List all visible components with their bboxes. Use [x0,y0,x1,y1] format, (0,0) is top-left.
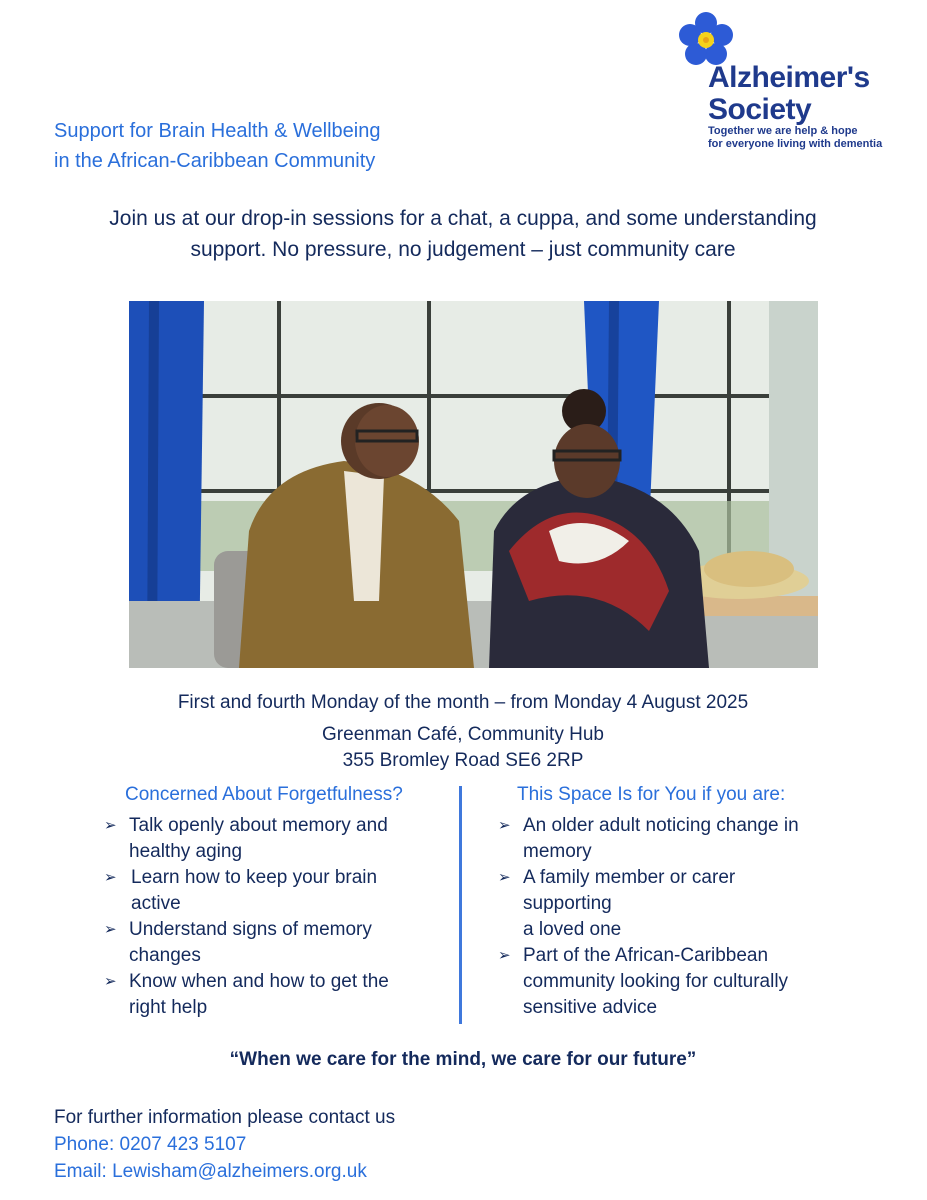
contact-phone[interactable]: Phone: 0207 423 5107 [54,1134,247,1155]
contact-heading: For further information please contact us [54,1107,396,1128]
intro-text: Join us at our drop-in sessions for a chat, a cuppa, and some understanding support. No pressure, no judgement – just community care [109,207,817,261]
page-headline: Support for Brain Health & Wellbeing in the African-Caribbean Community [54,120,381,172]
arrow-bullet-icon: ➢ [498,817,511,834]
schedule-block [40,688,886,776]
left-column-list [104,813,434,1021]
column-divider [459,786,462,1024]
community-photo [129,301,818,668]
left-column-title: Concerned About Forgetfulness? [125,784,403,805]
arrow-bullet-icon: ➢ [104,973,117,990]
list-item: ➢ An older adult noticing change in memory [498,815,799,862]
closing-quote: “When we care for the mind, we care for our future” [229,1049,697,1070]
arrow-bullet-icon: ➢ [498,869,511,886]
list-item: ➢ Talk openly about memory and healthy aging [104,815,388,862]
list-item: ➢ Learn how to keep your brain active [104,867,378,914]
arrow-bullet-icon: ➢ [104,921,117,938]
contact-email[interactable]: Email: Lewisham@alzheimers.org.uk [54,1161,367,1182]
right-column-title: This Space Is for You if you are: [517,784,786,805]
right-column-list [498,813,848,1021]
venue-address: 355 Bromley Road SE6 2RP [342,750,584,771]
list-item: ➢ Understand signs of memory changes [104,919,372,966]
logo-wordmark: Alzheimer's Society [708,61,870,126]
list-item: ➢ A family member or carer supporting a loved one [498,867,736,940]
arrow-bullet-icon: ➢ [104,869,117,886]
session-dates: First and fourth Monday of the month – from Monday 4 August 2025 [177,692,749,713]
arrow-bullet-icon: ➢ [498,947,511,964]
logo-tagline: Together we are help & hope for everyone living with dementia [708,125,883,150]
contact-block [54,1104,395,1185]
venue-name: Greenman Café, Community Hub [322,724,604,745]
list-item: ➢ Know when and how to get the right help [104,971,389,1018]
arrow-bullet-icon: ➢ [104,817,117,834]
alzheimers-society-logo [676,10,896,160]
list-item: ➢ Part of the African-Caribbean community looking for culturally sensitive advice [498,945,789,1018]
